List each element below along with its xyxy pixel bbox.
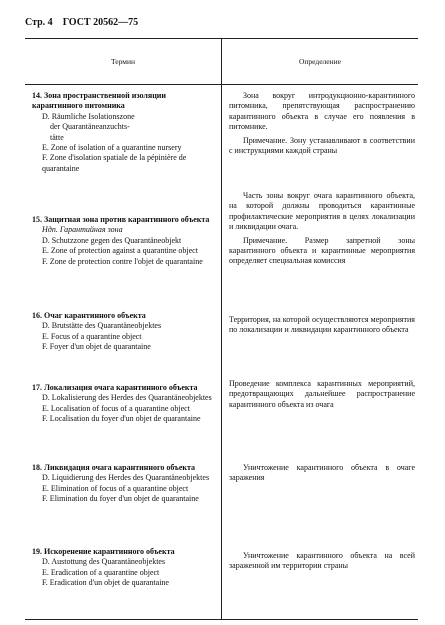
term-translation: E. Localisation of focus of a quarantine object [42,403,190,413]
definition-text: Часть зоны вокруг очага карантинного объекта, на которой должны проводиться карантинные профилактические мероприятия в целях локализации и ликвидации очага. [229,191,415,232]
term-translation: F. Localisation du foyer d'un objet de quarantaine [42,414,201,424]
standard-code: ГОСТ 20562—75 [62,17,139,28]
term-translation: E. Eradication of a quarantine object [42,567,160,577]
term-translation: F. Foyer d'un objet de quarantaine [42,342,151,352]
term-translation: D. Liquidierung des Herdes des Quarantäneobjektes [42,473,210,483]
term-translation: E. Zone of isolation of a quarantine nursery [42,143,182,153]
definition-text: Проведение комплекса карантинных мероприятий, предотвращающих дальнейшее распространение карантинного объекта из очага [229,379,415,409]
definition-text: Территория, на которой осуществляются мероприятия по локализации и ликвидации карантинного объекта [229,315,415,335]
definition-block [229,315,415,336]
term-entry [32,547,217,589]
term-translation: F. Eradication d'un objet de quarantaine [42,578,169,588]
column-divider [221,39,222,619]
definition-block [229,463,415,484]
term-name: 19. Искоренение карантинного объекта [32,547,175,556]
definition-note: Примечание. Размер запретной зоны карантинного объекта и карантинные мероприятия определяет специальная комиссия [229,235,415,266]
page-header [25,17,138,28]
term-translation: D. Brutstätte des Quarantäneobjektes [42,321,162,331]
definition-block [229,379,415,410]
term-translation: tätte [50,132,64,142]
header-rule [25,84,418,85]
term-entry [32,463,217,505]
term-name: 16. Очаг карантинного объекта [32,311,146,320]
term-translation: F. Zone d'isolation spatiale de la pépinière de quarantaine [42,153,187,173]
definition-note: Примечание. Зону устанавливают в соответствии с инструкциями каждой страны [229,135,415,156]
term-translation: der Quarantäneanzuchts- [50,122,130,132]
definition-text: Уничтожение карантинного объекта в очаге заражения [229,463,415,483]
terms-table [25,38,418,620]
term-translation: F. Elimination du foyer d'un objet de quarantaine [42,494,199,504]
definition-block [229,551,415,572]
term-name: 14. Зона пространственной изоляции карантинного питомника [32,91,167,111]
term-translation: D. Schutzzone gegen des Quarantäneobjekt [42,235,182,245]
term-entry [32,383,217,425]
term-entry [32,311,217,353]
term-name: 15. Защитная зона против карантинного объекта [32,215,210,224]
term-entry [32,215,217,267]
term-translation: E. Elimination of focus of a quarantine object [42,483,189,493]
term-name: 18. Ликвидация очага карантинного объекта [32,463,196,472]
definition-block [229,91,415,156]
term-name: 17. Локализация очага карантинного объекта [32,383,198,392]
term-entry [32,91,217,174]
column-header-term: Термин [110,57,136,66]
definition-block [229,191,415,267]
page-number: Стр. 4 [25,17,53,28]
term-translation: D. Austottung des Quarantäneobjektes [42,557,166,567]
definition-text: Зона вокруг интродукционно-карантинного питомника, препятствующая распространению карантинного объекта в случае его появления в питомнике. [229,91,415,132]
column-header-definition: Определение [299,57,341,66]
definition-text: Уничтожение карантинного объекта на всей зараженной им территории страны [229,551,415,571]
term-synonym: Ндп. Гарантийная зона [42,225,123,235]
term-translation: F. Zone de protection contre l'objet de quarantaine [42,256,203,266]
term-translation: E. Zone of protection against a quarantine object [42,246,198,256]
term-translation: E. Focus of a quarantine object [42,331,142,341]
term-translation: D. Räumliche Isolationszone [42,111,135,121]
term-translation: D. Lokalisierung des Herdes des Quarantäneobjektes [42,393,212,403]
